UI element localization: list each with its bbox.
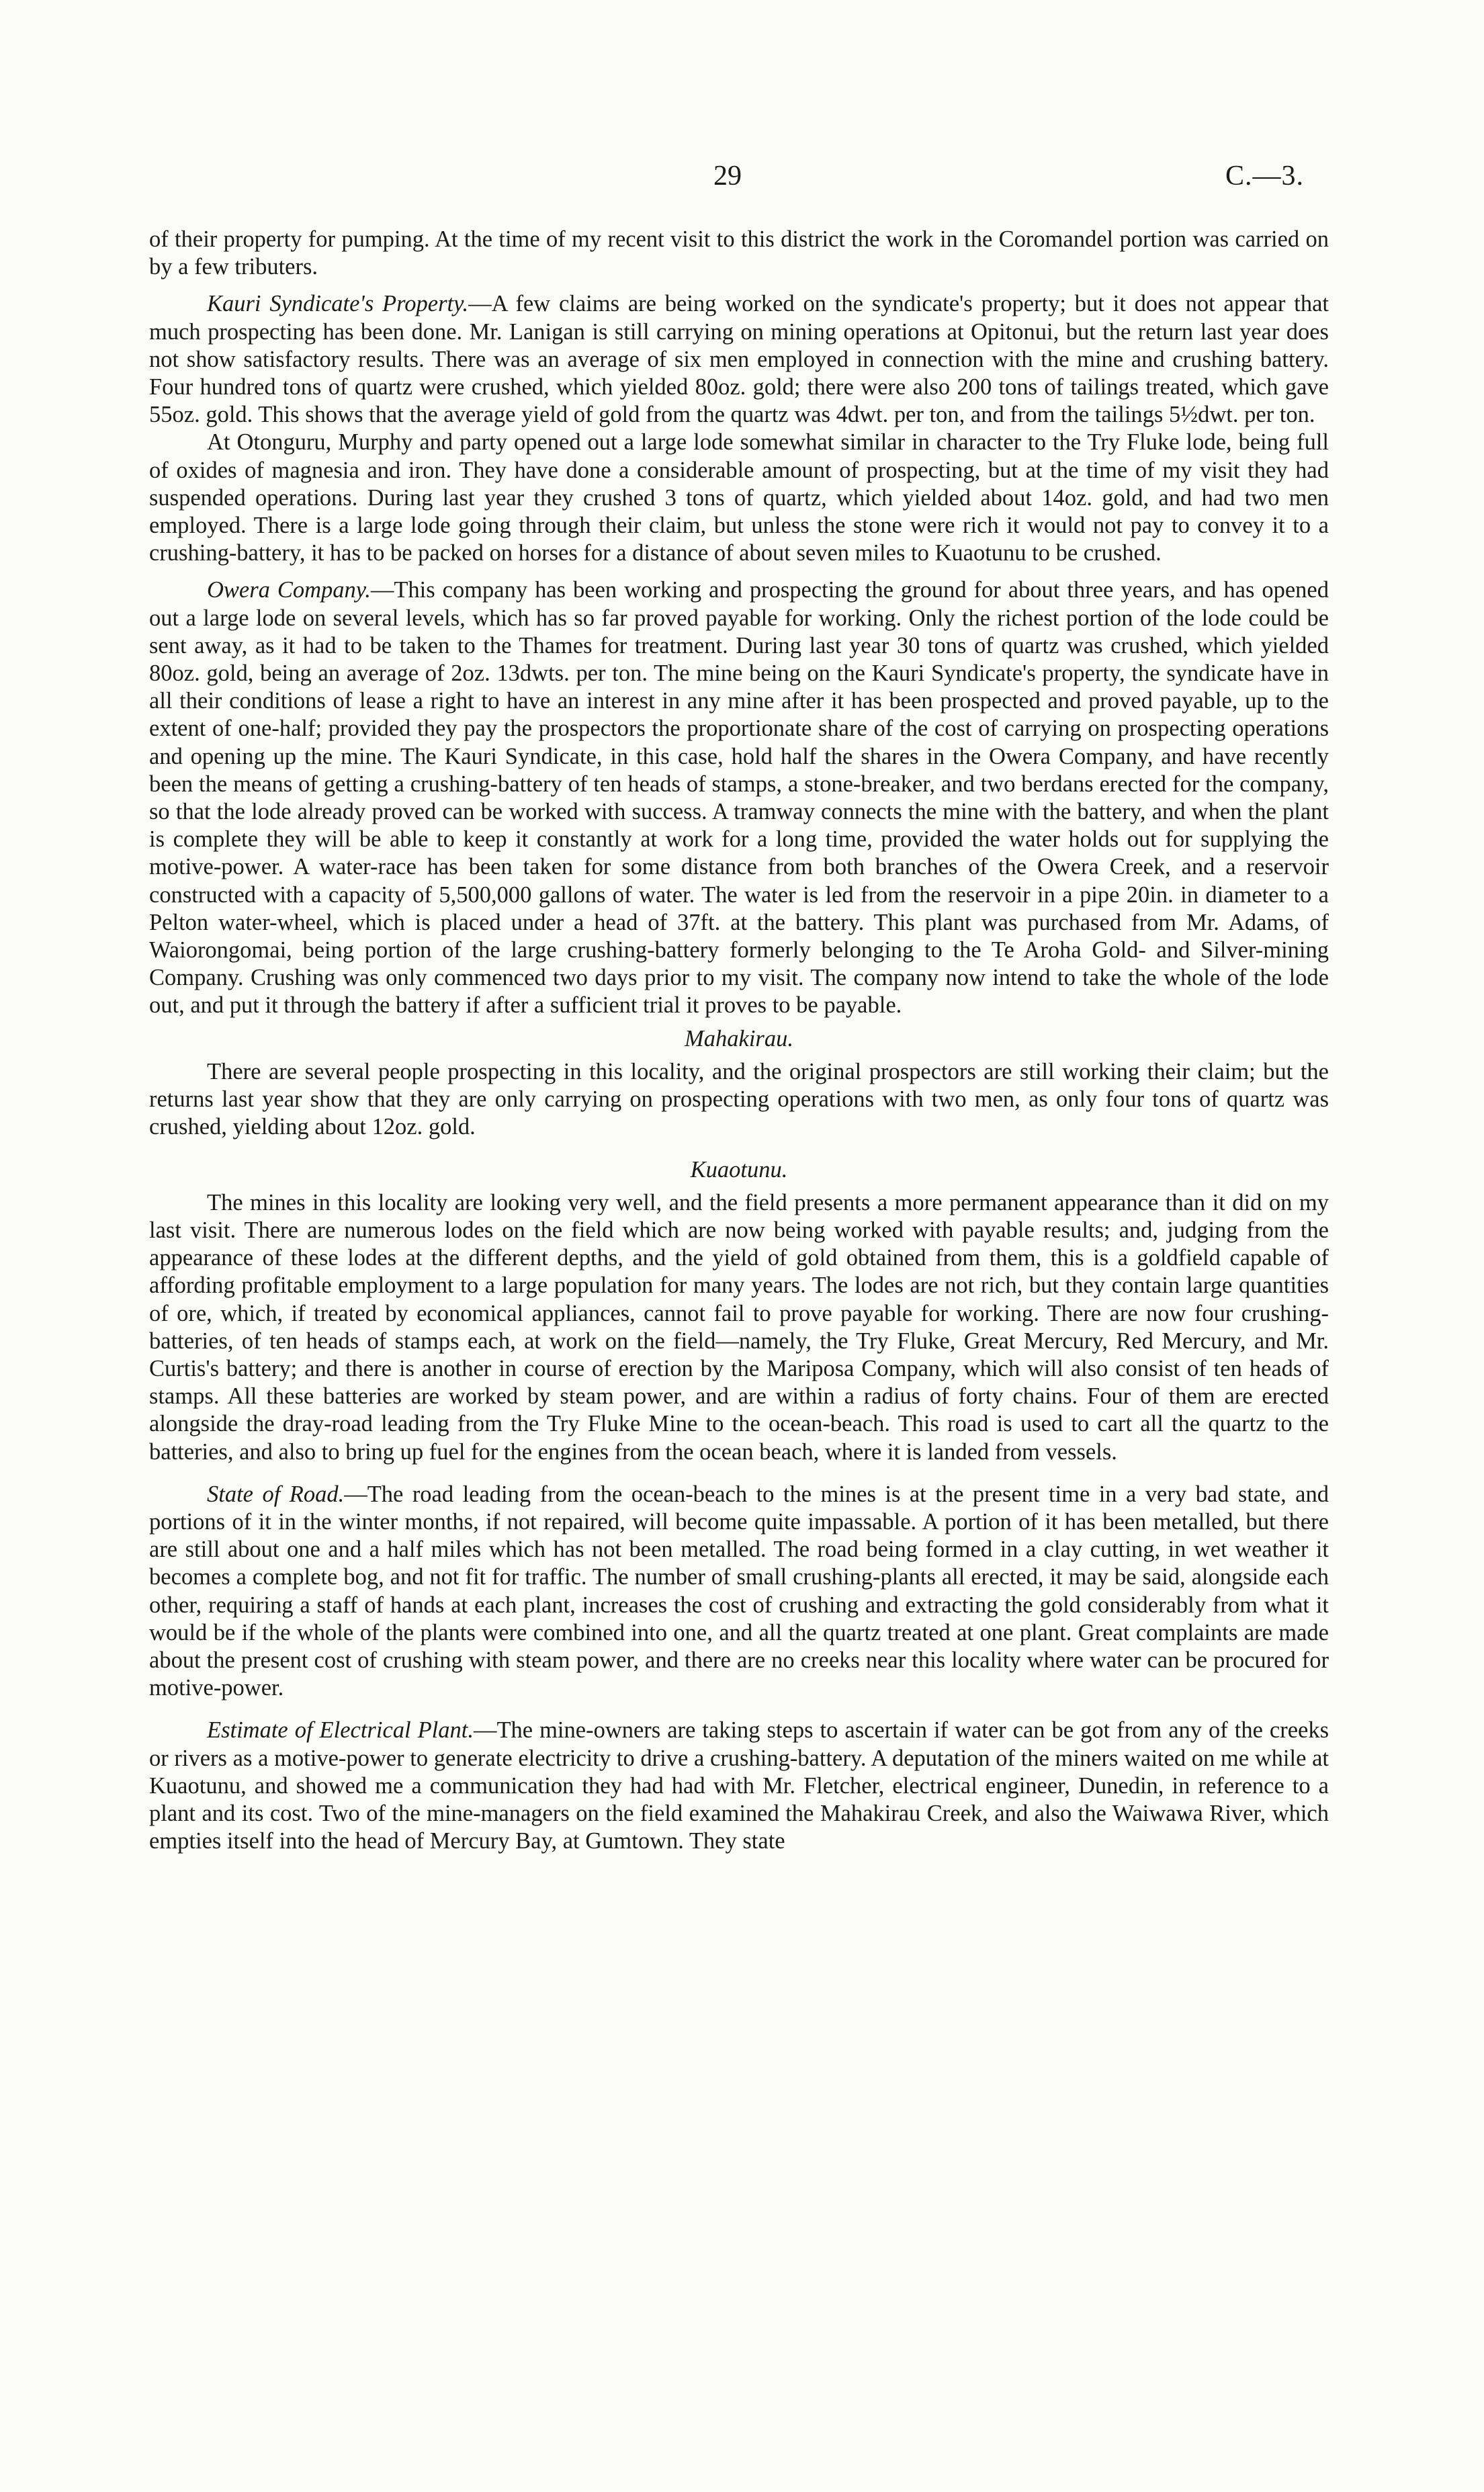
paragraph-lead: Estimate of Electrical Plant. — [207, 1717, 474, 1744]
paragraph-pumping: of their property for pumping. At the time of my recent visit to this district the work in the Coromandel portion was carried on by a few tributers. — [149, 226, 1329, 280]
paragraph-owera-company: Owera Company.—This company has been working and prospecting the ground for about three years, and has opened out a large lode on several levels, which has so far proved payable for working. Only the richest portion of the lode could be sent away, as it had to be taken to the Thames for treatment. During last year 30 tons of quartz was crushed, which yielded 80oz. gold, being an average of 2oz. 13dwts. per ton. The mine being on the Kauri Syndicate's property, the syndicate have in all their conditions of lease a right to have an interest in any mine after it has been prospected and proved payable, up to the extent of one-half; provided they pay the prospectors the proportionate share of the cost of carrying on prospecting operations and opening up the mine. The Kauri Syndicate, in this case, hold half the shares in the Owera Company, and have recently been the means of getting a crushing-battery of ten heads of stamps, a stone-breaker, and two berdans erected for the company, so that the lode already proved can be worked with success. A tramway connects the mine with the battery, and when the plant is complete they will be able to keep it constantly at work for a long time, provided the water holds out for supplying the motive-power. A water-race has been taken for some distance from both branches of the Owera Creek, and a reservoir constructed with a capacity of 5,500,000 gallons of water. The water is led from the reservoir in a pipe 20in. in diameter to a Pelton water-wheel, which is placed under a head of 37ft. at the battery. This plant was purchased from Mr. Adams, of Waiorongomai, being portion of the large crushing-battery formerly belonging to the Te Aroha Gold- and Silver-mining Company. Crushing was only commenced two days prior to my visit. The company now intend to take the whole of the lode out, and put it through the battery if after a sufficient trial it proves to be payable. — [149, 577, 1329, 1019]
paragraph-kauri-syndicate: Kauri Syndicate's Property.—A few claims are being worked on the syndicate's property; but it does not appear that much prospecting has been done. Mr. Lanigan is still carrying on mining operations at Opitonui, but the return last year does not show satisfactory results. There was an average of six men employed in connection with the mine and crushing battery. Four hundred tons of quartz were crushed, which yielded 80oz. gold; there were also 200 tons of tailings treated, which gave 55oz. gold. This shows that the average yield of gold from the quartz was 4dwt. per ton, and from the tailings 5½dwt. per ton. — [149, 291, 1329, 428]
heading-kuaotunu: Kuaotunu. — [690, 1156, 788, 1183]
paragraph-otonguru: At Otonguru, Murphy and party opened out a large lode somewhat similar in character to the Try Fluke lode, being full of oxides of magnesia and iron. They have done a considerable amount of prospecting, but at the time of my visit they had suspended operations. During last year they crushed 3 tons of quartz, which yielded about 14oz. gold, and had two men employed. There is a large lode going through their claim, but unless the stone were rich it would not pay to convey it to a crushing-battery, it has to be packed on horses for a distance of about seven miles to Kuaotunu to be crushed. — [149, 429, 1329, 566]
paragraph-lead: Kauri Syndicate's Property. — [207, 291, 469, 317]
paragraph-mahakirau: There are several people prospecting in this locality, and the original prospectors are still working their claim; but the returns last year show that they are only carrying on prospecting operations with two men, as only four tons of quartz was crushed, yielding about 12oz. gold. — [149, 1058, 1329, 1140]
page-number: 29 — [713, 161, 742, 191]
report-body — [149, 226, 1329, 1855]
paragraph-electrical-plant: Estimate of Electrical Plant.—The mine-owners are taking steps to ascertain if water can be got from any of the creeks or rivers as a motive-power to generate electricity to drive a crushing-battery. A deputation of the miners waited on me while at Kuaotunu, and showed me a communication they had had with Mr. Fletcher, electrical engineer, Dunedin, in reference to a plant and its cost. Two of the mine-managers on the field examined the Mahakirau Creek, and also the Waiwawa River, which empties itself into the head of Mercury Bay, at Gumtown. They state — [149, 1717, 1329, 1854]
paragraph-kuaotunu: The mines in this locality are looking very well, and the field presents a more permanent appearance than it did on my last visit. There are numerous lodes on the field which are now being worked with payable results; and, judging from the appearance of these lodes at the different depths, and the yield of gold obtained from them, this is a goldfield capable of affording profitable employment to a large population for many years. The lodes are not rich, but they contain large quantities of ore, which, if treated by economical appliances, cannot fail to prove payable for working. There are now four crushing-batteries, of ten heads of stamps each, at work on the field—namely, the Try Fluke, Great Mercury, Red Mercury, and Mr. Curtis's battery; and there is another in course of erection by the Mariposa Company, which will also consist of ten heads of stamps. All these batteries are worked by steam power, and are within a radius of forty chains. Four of them are erected alongside the dray-road leading from the Try Fluke Mine to the ocean-beach. This road is used to cart all the quartz to the batteries, and also to bring up fuel for the engines from the ocean beach, where it is landed from vessels. — [149, 1189, 1329, 1465]
page-header — [0, 160, 1484, 200]
paragraph-state-of-road: State of Road.—The road leading from the ocean-beach to the mines is at the present time in a very bad state, and portions of it in the winter months, if not repaired, will become quite impassable. A portion of it has been metalled, but there are still about one and a half miles which has not been metalled. The road being formed in a clay cutting, in wet weather it becomes a complete bog, and not fit for traffic. The number of small crushing-plants all erected, it may be said, alongside each other, requiring a staff of hands at each plant, increases the cost of crushing and extracting the gold considerably from what it would be if the whole of the plants were combined into one, and all the quartz treated at one plant. Great complaints are made about the present cost of crushing with steam power, and there are no creeks near this locality where water can be procured for motive-power. — [149, 1481, 1329, 1701]
heading-mahakirau: Mahakirau. — [685, 1025, 793, 1051]
document-code: C.—3. — [1225, 161, 1304, 191]
paragraph-lead: Owera Company. — [207, 577, 371, 603]
paragraph-lead: State of Road. — [207, 1481, 345, 1507]
